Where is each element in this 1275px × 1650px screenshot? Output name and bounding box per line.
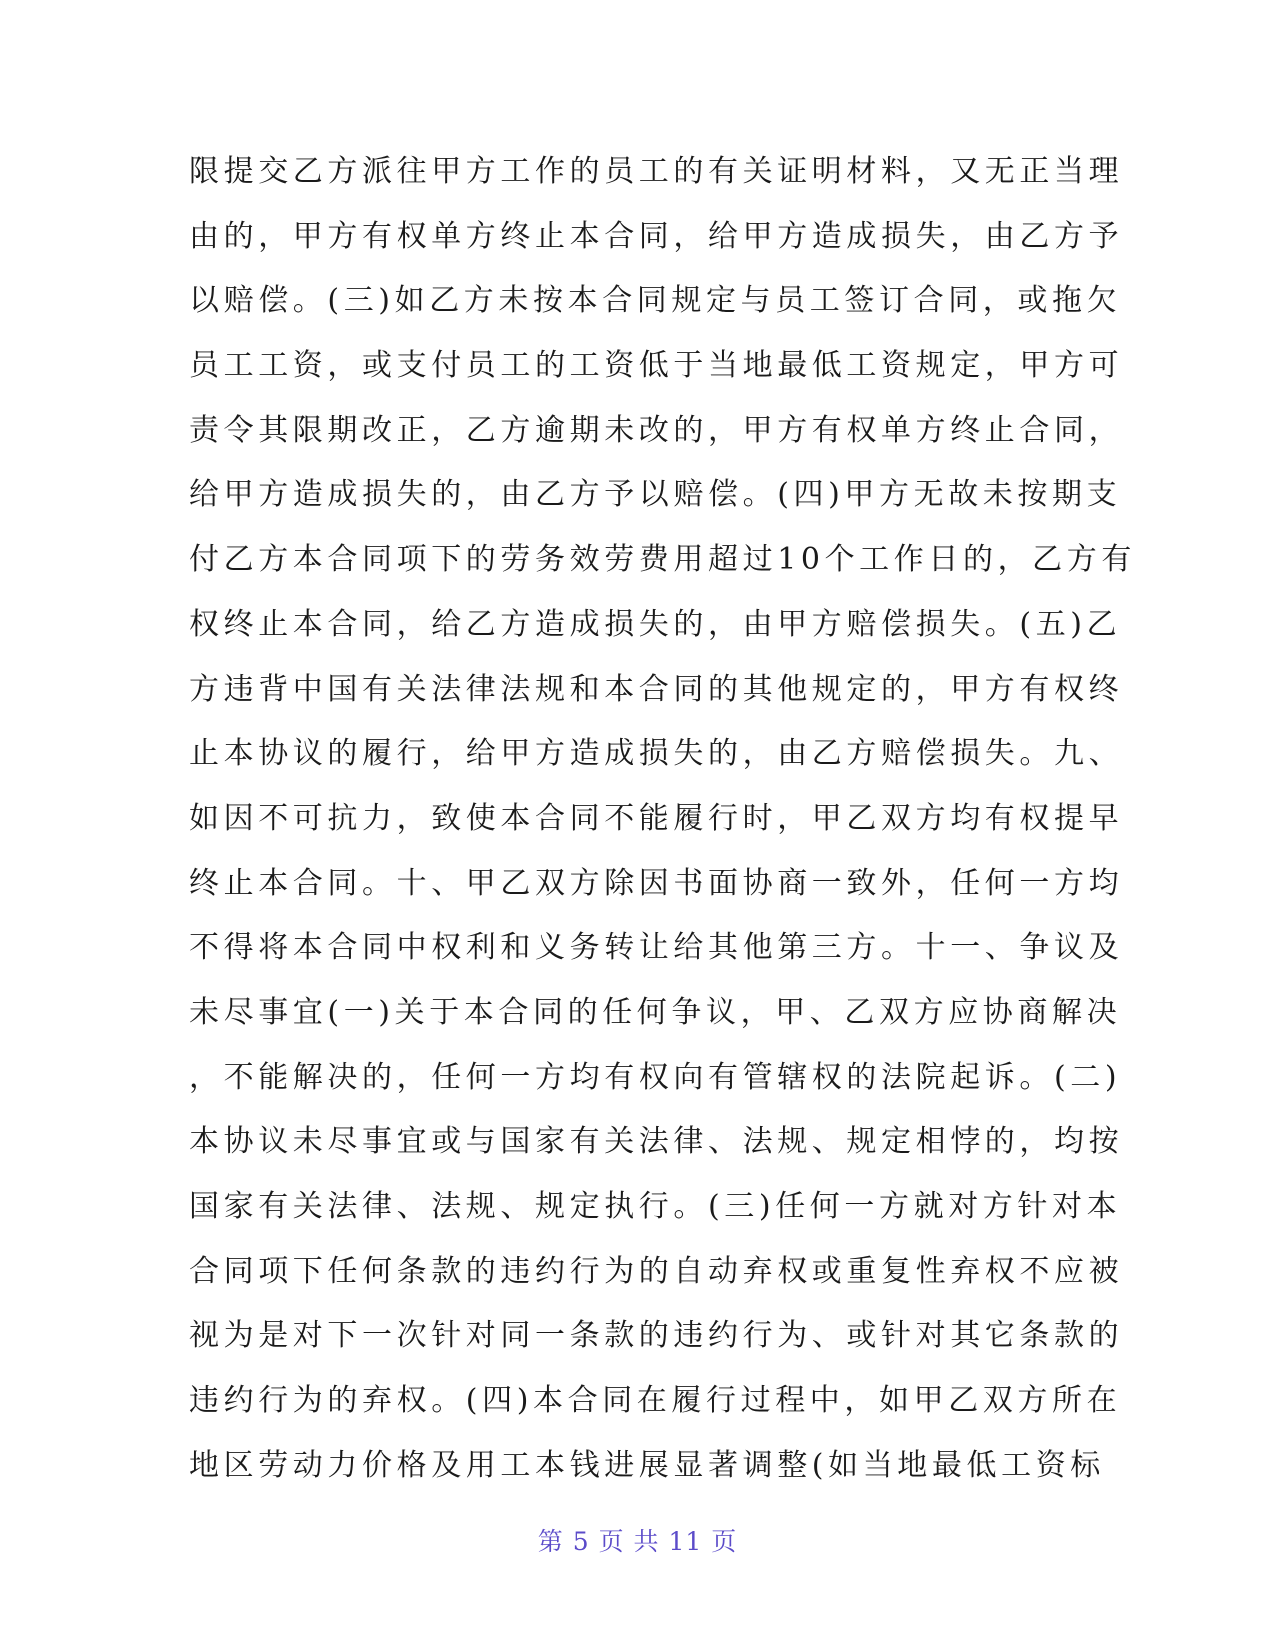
- text-line: 违约行为的弃权。(四)本合同在履行过程中，如甲乙双方所在: [189, 1383, 1122, 1419]
- text-line: 止本协议的履行，给甲方造成损失的，由乙方赔偿损失。九、: [189, 736, 1124, 772]
- text-line: 不得将本合同中权利和义务转让给其他第三方。十一、争议及: [189, 930, 1124, 966]
- text-line: 未尽事宜(一)关于本合同的任何争议，甲、乙双方应协商解决: [189, 994, 1122, 1030]
- text-line: 限提交乙方派往甲方工作的员工的有关证明材料，又无正当理: [189, 154, 1124, 189]
- text-line: 国家有关法律、法规、规定执行。(三)任何一方就对方针对本: [189, 1189, 1122, 1224]
- text-line: 员工工资，或支付员工的工资低于当地最低工资规定，甲方可: [189, 348, 1124, 384]
- text-line: 本协议未尽事宜或与国家有关法律、法规、规定相悖的，均按: [189, 1124, 1124, 1160]
- text-line: 付乙方本合同项下的劳务效劳费用超过10个工作日的，乙方有: [189, 542, 1136, 578]
- text-line: 如因不可抗力，致使本合同不能履行时，甲乙双方均有权提早: [189, 800, 1124, 836]
- text-line: 终止本合同。十、甲乙双方除因书面协商一致外，任何一方均: [189, 865, 1124, 901]
- text-line: 由的，甲方有权单方终止本合同，给甲方造成损失，由乙方予: [189, 218, 1124, 254]
- text-line: 合同项下任何条款的违约行为的自动弃权或重复性弃权不应被: [189, 1253, 1124, 1289]
- text-line: ，不能解决的，任何一方均有权向有管辖权的法院起诉。(二): [189, 1059, 1122, 1095]
- text-line: 权终止本合同，给乙方造成损失的，由甲方赔偿损失。(五)乙: [189, 606, 1122, 642]
- page-number-footer: 第 5 页 共 11 页: [537, 1527, 738, 1556]
- text-line: 地区劳动力价格及用工本钱进展显著调整(如当地最低工资标: [189, 1447, 1105, 1483]
- text-line: 方违背中国有关法律法规和本合同的其他规定的，甲方有权终: [189, 671, 1124, 707]
- text-line: 视为是对下一次针对同一条款的违约行为、或针对其它条款的: [189, 1318, 1124, 1354]
- text-line: 给甲方造成损失的，由乙方予以赔偿。(四)甲方无故未按期支: [189, 477, 1122, 513]
- text-line: 责令其限期改正，乙方逾期未改的，甲方有权单方终止合同，: [189, 412, 1124, 448]
- text-line: 以赔偿。(三)如乙方未按本合同规定与员工签订合同，或拖欠: [189, 283, 1122, 319]
- body-text: [189, 140, 1136, 1498]
